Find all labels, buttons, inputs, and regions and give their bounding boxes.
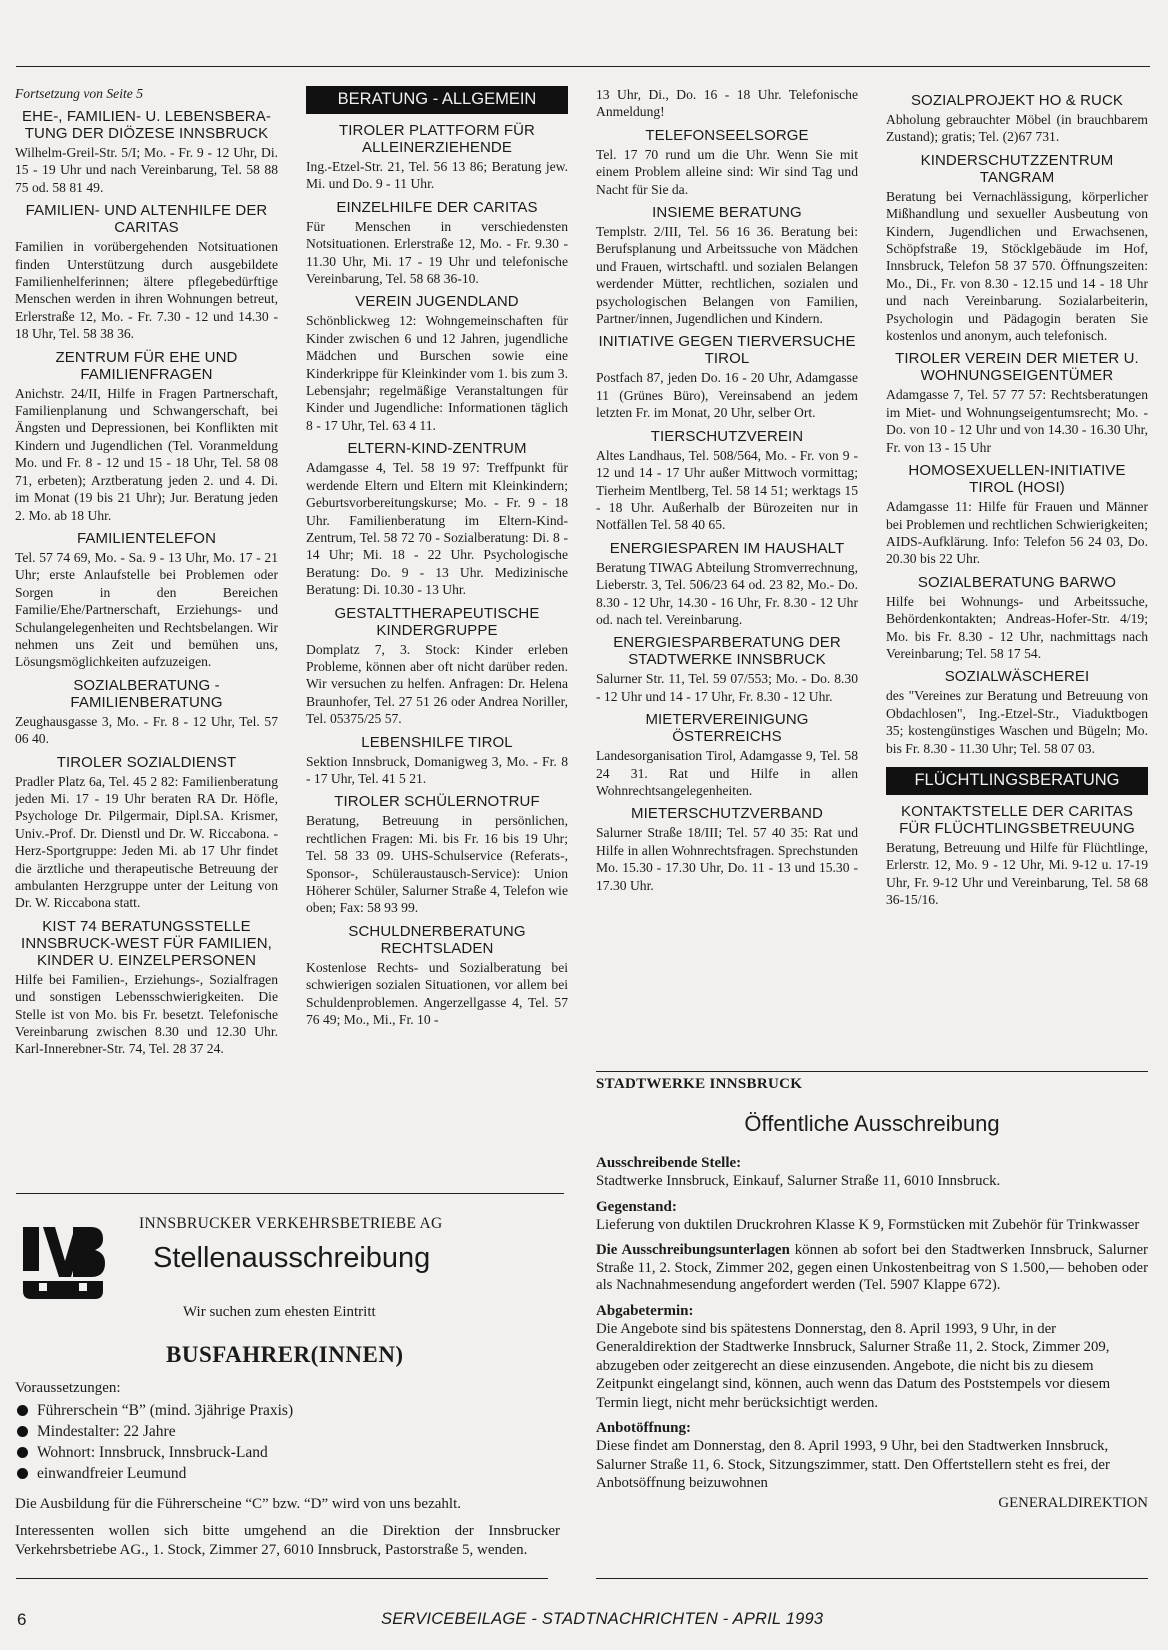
entry-title: SOZIALPROJEKT HO & RUCK [910, 92, 1124, 109]
entry [306, 122, 568, 193]
column-3 [596, 86, 858, 1066]
entry-text: Tel. 17 70 rund um die Uhr. Wenn Sie mit einem Problem alleine sind: Wir sind Tag und Nacht für Sie da. [596, 146, 858, 197]
tender-signature: GENERALDIREKTION [998, 1494, 1148, 1511]
tender-label: Gegenstand: [596, 1198, 677, 1215]
tender-oeffnung [596, 1420, 1148, 1493]
bottom-rule-left [16, 1578, 548, 1579]
ivb-job-ad [15, 1210, 565, 1580]
entry-text: Pradler Platz 6a, Tel. 45 2 82: Familienberatung jeden Mi. 17 - 19 Uhr beraten RA Dr. Höfle, Psychologe Dr. Pilgermair, Dipl.SA. Krismer, Univ.-Prof. Dr. Dienstl und Dr. W. Riccabona. - Herz-Sportgruppe: Jeden Mi. ab 17 Uhr findet die ärztliche und therapeutische Betreuung der ambulanten Herzgruppe unter der Leitung von Dr. W. Riccabona statt. [15, 773, 278, 911]
ad-company: INNSBRUCKER VERKEHRSBETRIEBE AG [139, 1215, 443, 1232]
mid-rule-left [16, 1193, 564, 1194]
entry-title: FAMILIENTELEFON [76, 529, 217, 547]
entry-text: Domplatz 7, 3. Stock: Kinder erleben Probleme, können aber oft nicht darüber reden. Wir versuchen zu helfen. Anfragen: Dr. Helena Braunhofer, Tel. 27 51 26 oder Andrea Noriller, Tel. 05375/25 57. [306, 641, 568, 727]
entry [306, 293, 568, 434]
entry-text: Adamgasse 11: Hilfe für Frauen und Männer bei Problemen und rechtlichen Schwierigkeiten; AIDS-Aufklärung. Info: Telefon 56 24 03, Do. 20.30 bis 22 Uhr. [886, 499, 1148, 567]
bullet-icon [17, 1468, 28, 1479]
tender-text: Stadtwerke Innsbruck, Einkauf, Salurner Straße 11, 6010 Innsbruck. [596, 1173, 1001, 1189]
entry-text: Beratung, Betreuung und Hilfe für Flüchtlinge, Erlerstr. 12, Mo. 9 - 12 Uhr, Mi. 9-12 u. 17-19 Uhr, Fr. 9-12 Uhr und Vereinbarung, Tel. 58 68 36-15/16. [886, 839, 1148, 908]
entry [596, 540, 858, 629]
entry [886, 462, 1148, 568]
entry-title: MIETERVEREINIGUNG ÖSTERREICHS [645, 711, 809, 746]
entry [15, 754, 278, 912]
column-2-entries [306, 122, 568, 1028]
entry-title: GESTALTTHERAPEUTISCHE KINDERGRUPPE [334, 604, 540, 639]
entry-title: SOZIALBERATUNG - FAMILIENBERATUNG [70, 676, 223, 711]
entry-title: VEREIN JUGENDLAND [355, 293, 519, 311]
ad-contact: Interessenten wollen sich bitte umgehend an die Direktion der Innsbrucker Verkehrsbetriebe AG., 1. Stock, Zimmer 27, 6010 Innsbruck, Pastorstraße 5, wenden. [15, 1523, 560, 1558]
entry-text: Beratung, Betreuung in persönlichen, rechtlichen Fragen: Mi. bis Fr. 16 bis 19 Uhr; Tel. 58 33 09. UHS-Schulservice (Referats-, Sponsor-, Schüleraustausch-Service): Union Höherer Schüler, Salurner Straße 4, Telefon wie oben; Fax: 58 93 99. [306, 813, 568, 916]
entry-text: 13 Uhr, Di., Do. 16 - 18 Uhr. Telefonische Anmeldung! [596, 87, 858, 120]
entry [306, 793, 568, 916]
entry-title: TIROLER VEREIN DER MIETER U. WOHNUNGSEIGENTÜMER [895, 350, 1139, 385]
entry [306, 734, 568, 788]
footer-text: SERVICEBEILAGE - STADTNACHRICHTEN - APRIL 1993 [381, 1610, 824, 1628]
bullet-icon [17, 1447, 28, 1458]
list-item [15, 1400, 293, 1421]
entry [886, 350, 1148, 456]
entry-title: KINDERSCHUTZZENTRUM TANGRAM [920, 151, 1114, 186]
bottom-rule-right [596, 1578, 1148, 1579]
entry [886, 668, 1148, 757]
entry-text: Familien in vorübergehenden Notsituationen finden Unterstützung durch ausgebildete Familienhelferinnen; ältere pflegebedürftige Menschen werden in ihren Wohnungen betreut, Erlerstraße 12, Mo. - Fr. 7.30 - 12 und 14.30 - 18 Uhr, Tel. 58 38 36. [15, 239, 278, 342]
entry-title: TIERSCHUTZVEREIN [650, 427, 804, 445]
tender-text: Die Angebote sind bis spätestens Donnerstag, den 8. April 1993, 9 Uhr, in der Generaldirektion der Stadtwerke Innsbruck, Salurner Straße 11, 2. Stock, Zimmer 209, abzugeben oder zeitgerecht an diese einzusenden. Angebote, die nicht bis zu diesem Zeitpunkt eingelangt sind, können, auch wenn das Datum des Poststempels vor diesem Termin liegt, nicht mehr berücksichtigt werden. [596, 1320, 1111, 1411]
tender-label: Ausschreibende Stelle: [596, 1155, 742, 1171]
entry-title: MIETERSCHUTZVERBAND [631, 805, 823, 823]
entry [306, 440, 568, 598]
entry-text: Adamgasse 7, Tel. 57 77 57: Rechtsberatungen im Miet- und Wohnungseigentumsrecht; Mo. - Do. von 10 - 12 Uhr und von 14.30 - 16.30 Uhr, Fr. von 13 - 15 Uhr [886, 387, 1148, 455]
entry-title: SCHULDNERBERATUNG RECHTSLADEN [348, 922, 526, 957]
ad-subtitle: Wir suchen zum ehesten Eintritt [183, 1304, 376, 1320]
entry-caritas-fluechtling [886, 803, 1148, 909]
requirement-text: Mindestalter: 22 Jahre [37, 1423, 176, 1440]
entry-title: TIROLER PLATTFORM FÜR ALLEINERZIEHENDE [339, 122, 535, 156]
column-4 [886, 86, 1148, 1066]
entry [886, 92, 1148, 146]
entry-title: ENERGIESPARBERATUNG DER STADTWERKE INNSBRUCK [613, 634, 841, 669]
entry-title: INSIEME BERATUNG [652, 204, 802, 222]
entry-title: TIROLER SCHÜLERNOTRUF [334, 793, 540, 811]
entry [596, 204, 858, 327]
entry [306, 605, 568, 728]
entry-text: Hilfe bei Familien-, Erziehungs-, Sozialfragen und sonstigen Lebensschwierigkeiten. Die Stelle ist von Mo. bis Fr. besetzt. Telefonische Vereinbarung zwischen 8.30 und 12.30 Uhr. Karl-Innerebner-Str. 74, Tel. 28 37 24. [15, 971, 278, 1057]
entry [15, 108, 278, 196]
entry [306, 199, 568, 288]
entry-title: SOZIALBERATUNG BARWO [917, 573, 1117, 591]
entry [15, 349, 278, 524]
tender-text: können ab sofort bei den Stadtwerken Innsbruck, Salurner Straße 11, 2. Stock, Zimmer 202, gegen einen Unkostenbeitrag von S 1.500,— behoben oder als Nachnahmesendung angefordert werden (Tel. 5907 Klappe 672). [596, 1242, 1148, 1293]
entry-text: Sektion Innsbruck, Domanigweg 3, Mo. - Fr. 8 - 17 Uhr, Tel. 41 5 21. [306, 753, 568, 786]
entry-text: Altes Landhaus, Tel. 508/564, Mo. - Fr. von 9 - 12 und 14 - 17 Uhr außer Mittwoch vormittag; Tierheim Mentlberg, Tel. 58 14 51; werktags 15 - 18 Uhr. Außerhalb der Bürozeiten nur in Notfällen Tel. 58 40 65. [596, 447, 858, 533]
entry-title: EINZELHILFE DER CARITAS [336, 198, 538, 216]
tender-stelle [596, 1155, 1148, 1191]
entry-text: Ing.-Etzel-Str. 21, Tel. 56 13 86; Beratung jew. Mi. und Do. 9 - 11 Uhr. [306, 159, 568, 192]
ad-training-note: Die Ausbildung für die Führerscheine “C” bzw. “D” wird von uns bezahlt. [15, 1496, 461, 1512]
ad-requirements-title: Voraussetzungen: [15, 1380, 121, 1396]
column-2 [306, 86, 568, 1176]
entry-title: ENERGIESPAREN IM HAUSHALT [609, 539, 845, 557]
entry-title: KONTAKTSTELLE DER CARITAS FÜR FLÜCHTLINGSBETREUUNG [899, 802, 1135, 837]
entry [15, 677, 278, 748]
entry-title: KIST 74 BERATUNGSSTELLE INNSBRUCK-WEST FÜR FAMILIEN, KINDER U. EINZELPERSONEN [21, 917, 272, 969]
banner-beratung: BERATUNG - ALLGEMEIN [306, 86, 568, 114]
entry [15, 918, 278, 1058]
entry-text: Beratung TIWAG Abteilung Stromverrechnung, Lieberstr. 3, Tel. 506/23 64 od. 23 82, Mo.- Do. 8.30 - 12 Uhr, 14.30 - 16 Uhr, Fr. 8.30 - 12 Uhr od. nach tel. Vereinbarung. [596, 559, 858, 627]
column-1-entries [15, 108, 278, 1058]
ad-title: Stellenausschreibung [153, 1242, 431, 1274]
entry-text: Beratung bei Vernachlässigung, körperlicher Mißhandlung und sexueller Ausbeutung von Kindern, Jugendlichen und Erwachsenen, Schöpfstraße 19, Stöcklgebäude im Hof, Innsbruck, Telefon 58 37 570. Öffnungszeiten: Mo., Di., Fr. von 8.30 - 12.15 und 14 - 18 Uhr und nach Vereinbarung. Sozialarbeiterin, Psychologin und Pädagogin beraten Sie kostenlos und anonym, auch telefonisch. [886, 188, 1148, 344]
public-tender [596, 1076, 1148, 1556]
entry [15, 202, 278, 342]
list-item [15, 1442, 293, 1463]
bullet-icon [17, 1426, 28, 1437]
tender-unterlagen [596, 1242, 1148, 1295]
banner-fluechtling: FLÜCHTLINGSBERATUNG [886, 767, 1148, 795]
entry-text: Adamgasse 4, Tel. 58 19 97: Treffpunkt für werdende Eltern und Eltern mit Kleinkindern; Geburtsvorbereitungskurse; Mo. - Fr. 9 - 18 Uhr. Familienberatung im Eltern-Kind-Zentrum, Tel. 58 72 70 - Sozialberatung: Di. 8 - 14 Uhr; Mi. 18 - 22 Uhr. Psychologische Beratung: Do. 9 - 13 Uhr. Medizinische Beratung: Di. 10.30 - 13 Uhr. [306, 460, 568, 598]
entry-text: Templstr. 2/III, Tel. 56 16 36. Beratung bei: Berufsplanung und Arbeitssuche von Mädchen und Frauen, wirtschaftl. und sozialen Belangen werdender Mütter, rechtlichen, sozialen und psychologischen Belangen von Familien, Partner/innen, Jugendlichen und Kindern. [596, 224, 858, 327]
tender-gegenstand [596, 1199, 1148, 1235]
entry-title: SOZIALWÄSCHEREI [944, 668, 1090, 686]
entry-title: TELEFONSEELSORGE [645, 126, 809, 144]
entry-title: FAMILIEN- UND ALTENHILFE DER CARITAS [25, 202, 268, 237]
ivb-logo-icon [21, 1219, 105, 1303]
entry-text: Zeughausgasse 3, Mo. - Fr. 8 - 12 Uhr, Tel. 57 06 40. [15, 713, 278, 747]
mid-rule-right [596, 1071, 1148, 1072]
entry-text: Abholung gebrauchter Möbel (in brauchbarem Zustand); gratis; Tel. (2)67 731. [886, 112, 1148, 145]
entry-text: Landesorganisation Tirol, Adamgasse 9, Tel. 58 24 31. Rat und Hilfe in allen Wohnrechtsangelegenheiten. [596, 748, 858, 798]
entry-text: Salurner Str. 11, Tel. 59 07/553; Mo. - Do. 8.30 - 12 Uhr und 14 - 17 Uhr, Fr. 8.30 - 12 Uhr. [596, 671, 858, 704]
entry-text: Schönblickweg 12: Wohngemeinschaften für Kinder zwischen 6 und 12 Jahren, jugendliche Mädchen und Burschen sowie eine Kinderkrippe für Kleinkinder vom 1. bis zum 3. Lebensjahr; regelmäßige Veranstaltungen für Kinder und Jugendliche: Informationen täglich 8 - 17 Uhr, Tel. 63 4 11. [306, 313, 568, 433]
entry-text: Wilhelm-Greil-Str. 5/I; Mo. - Fr. 9 - 12 Uhr, Di. 15 - 19 Uhr und nach Vereinbarung, Tel. 58 88 75 od. 58 81 49. [15, 145, 278, 195]
entry-text: Postfach 87, jeden Do. 16 - 20 Uhr, Adamgasse 11 (Grünes Büro), Vereinsabend an jedem letzten Fr. im Monat, 20 Uhr, selber Ort. [596, 370, 858, 421]
tender-label: Anbotöffnung: [596, 1420, 692, 1436]
column-4-entries [886, 92, 1148, 757]
entry [886, 152, 1148, 345]
entry [306, 923, 568, 1029]
tender-text: Diese findet am Donnerstag, den 8. April 1993, 9 Uhr, bei den Stadtwerken Innsbruck, Salurner Straße 11, 6. Stock, Sitzungszimmer, statt. Den Offertstellern steht es frei, der Anbotsöffnung beizuwohnen [596, 1438, 1110, 1491]
entry-text: Hilfe bei Wohnungs- und Arbeitssuche, Behördenkontakten; Andreas-Hofer-Str. 4/19; Mo. bis Fr. 8.30 - 12 Uhr, nachmittags nach Vereinbarung; Tel. 58 17 54. [886, 593, 1148, 661]
entry-text: Salurner Straße 18/III; Tel. 57 40 35: Rat und Hilfe in allen Wohnrechtsfragen. Sprechstunden Mo. 15.30 - 17.30 Uhr, Do. 11 - 13 und 15.30 - 17.30 Uhr. [596, 825, 858, 893]
requirement-text: Führerschein “B” (mind. 3jährige Praxis) [37, 1402, 294, 1419]
entry-title: HOMOSEXUELLEN-INITIATIVE TIROL (HOSI) [908, 462, 1126, 497]
list-item [15, 1421, 293, 1442]
entry [596, 86, 858, 121]
list-item [15, 1463, 293, 1484]
entry-title: ELTERN-KIND-ZENTRUM [347, 440, 527, 458]
entry [596, 428, 858, 534]
entry-text: des "Vereines zur Beratung und Betreuung von Obdachlosen", Ing.-Etzel-Str., Viaduktbogen 35; kostengünstiges Waschen und Bügeln; Mo. bis Fr. 8.30 - 11.30 Uhr; Tel. 58 07 03. [886, 688, 1148, 756]
entry-title: LEBENSHILFE TIROL [361, 733, 513, 751]
requirement-text: einwandfreier Leumund [37, 1465, 187, 1482]
tender-label: Die Ausschreibungsunterlagen [596, 1242, 790, 1258]
entry-title: EHE-, FAMILIEN- U. LEBENSBERA-TUNG DER DIÖZESE INNSBRUCK [22, 108, 271, 142]
requirement-text: Wohnort: Innsbruck, Innsbruck-Land [37, 1444, 268, 1461]
entry [596, 333, 858, 421]
column-3-entries [596, 86, 858, 894]
entry [596, 805, 858, 894]
tender-text: Lieferung von duktilen Druckrohren Klasse K 9, Formstücken mit Zubehör für Trinkwasser [596, 1216, 1140, 1233]
column-1 [15, 86, 278, 1176]
entry [596, 711, 858, 799]
entry-text: Für Menschen in verschiedensten Notsituationen. Erlerstraße 12, Mo. - Fr. 9.30 - 11.30 Uhr, Mi. 17 - 19 Uhr und telefonische Vereinbarung, Tel. 58 68 36-10. [306, 218, 568, 287]
tender-title: Öffentliche Ausschreibung [744, 1111, 1000, 1136]
entry-text: Kostenlose Rechts- und Sozialberatung bei schwierigen sozialen Situationen, vor allem bei Schuldenproblemen. Angerzellgasse 4, Tel. 57 76 49; Mo., Mi., Fr. 10 - [306, 959, 568, 1028]
ad-job-title: BUSFAHRER(INNEN) [166, 1342, 404, 1367]
continuation-note: Fortsetzung von Seite 5 [15, 86, 143, 101]
tender-abgabe [596, 1303, 1148, 1413]
entry-title: TIROLER SOZIALDIENST [56, 753, 237, 771]
page-number: 6 [17, 1610, 27, 1629]
tender-org: STADTWERKE INNSBRUCK [596, 1076, 803, 1092]
entry-title: INITIATIVE GEGEN TIERVERSUCHE TIROL [598, 333, 856, 368]
top-rule [16, 66, 1150, 67]
bullet-icon [17, 1405, 28, 1416]
entry-text: Anichstr. 24/II, Hilfe in Fragen Partnerschaft, Familienplanung und Schwangerschaft, bei Ängsten und Depressionen, bei Konflikten mit Kindern und Jugendlichen (Tel. Voranmeldung Mo. und Fr. 8 - 12 und 15 - 18 Uhr, Tel. 58 08 71, erbeten); Arztberatung jeden 2. und 4. Di. im Monat (19 bis 21 Uhr); Jur. Beratung jeden 2. Mo. ab 18 Uhr. [15, 385, 278, 523]
entry [15, 530, 278, 671]
tender-label: Abgabetermin: [596, 1302, 694, 1319]
entry-text: Tel. 57 74 69, Mo. - Sa. 9 - 13 Uhr, Mo. 17 - 21 Uhr; erste Anlaufstelle bei Problemen oder Sorgen in den Bereichen Familie/Ehe/Partnerschaft, Erziehungs- und Schulangelegenheiten und Rechtsbelangen. Wir nehmen uns Zeit und bemühen uns, Lösungsmöglichkeiten aufzuzeigen. [15, 549, 278, 670]
entry [596, 634, 858, 705]
entry [886, 574, 1148, 663]
entry [596, 127, 858, 198]
entry-title: ZENTRUM FÜR EHE UND FAMILIENFRAGEN [55, 348, 238, 383]
ad-requirements-list [15, 1400, 293, 1484]
